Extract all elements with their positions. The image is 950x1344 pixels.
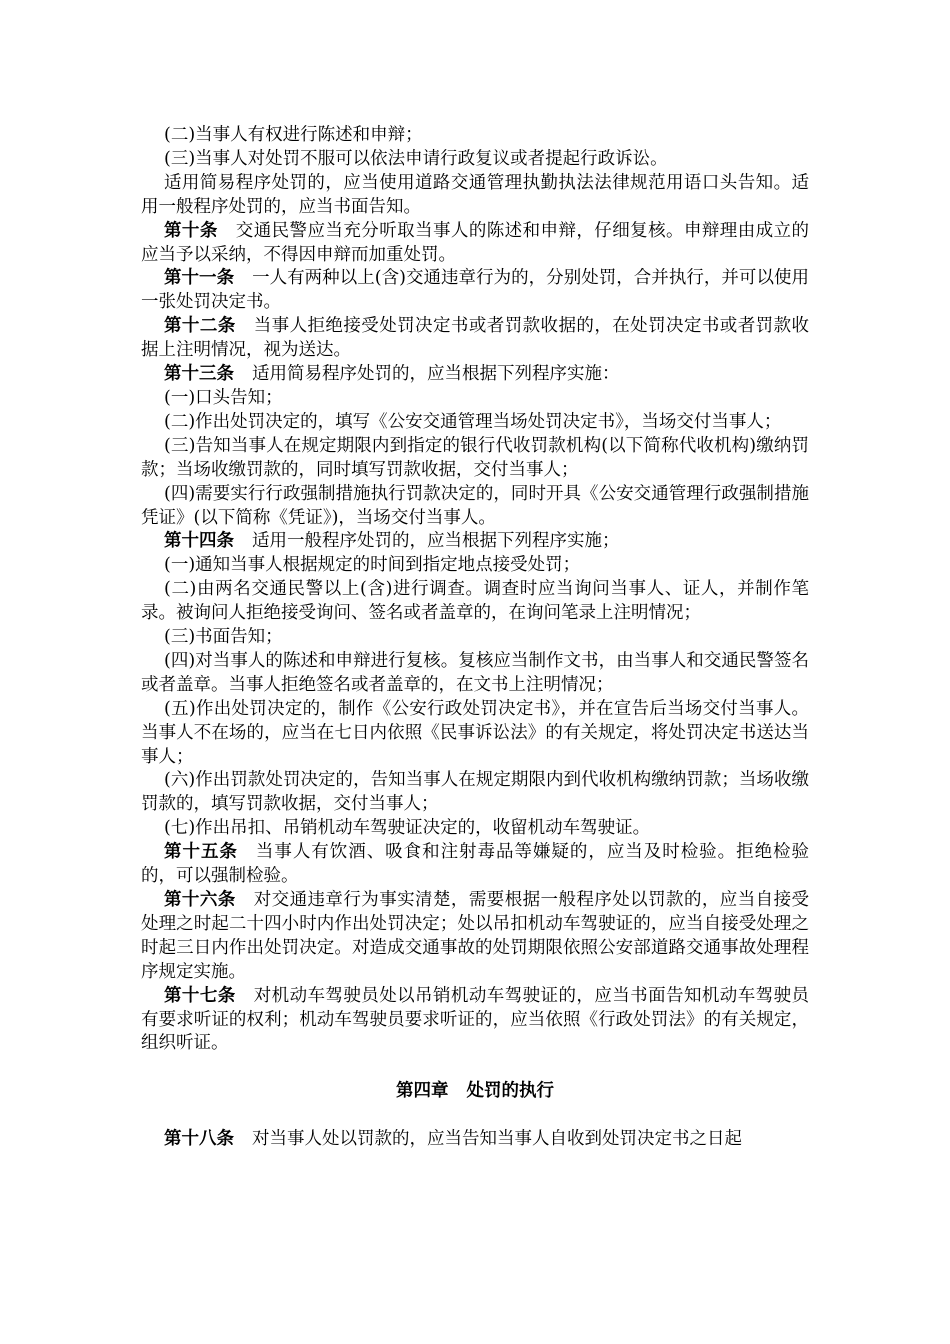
paragraph-text: 对交通违章行为事实清楚，需要根据一般程序处以罚款的，应当自接受处理之时起二十四小时内作出处罚决定；处以吊扣机动车驾驶证的，应当自接受处理之时起三日内作出处罚决定。对造成交通事故的处罚期限依照公安部道路交通事故处理程序规定实施。 <box>141 890 810 982</box>
paragraph-text: (一)口头告知； <box>164 387 283 408</box>
article-number: 第十五条 <box>164 842 238 863</box>
paragraphs-before-chapter <box>141 124 809 1056</box>
paragraph-text: 一人有两种以上(含)交通违章行为的，分别处罚，合并执行，并可以使用一张处罚决定书。 <box>141 268 809 313</box>
paragraph <box>141 889 809 985</box>
paragraphs-after-chapter <box>141 1128 809 1152</box>
article-number: 第十八条 <box>164 1129 234 1150</box>
paragraph <box>141 554 809 578</box>
paragraph <box>141 698 809 770</box>
paragraph <box>141 650 809 698</box>
paragraph-text: (二)作出处罚决定的，填写《公安交通管理当场处罚决定书》，当场交付当事人； <box>164 411 782 432</box>
paragraph-text: 对机动车驾驶员处以吊销机动车驾驶证的，应当书面告知机动车驾驶员有要求听证的权利；机动车驾驶员要求听证的，应当依照《行政处罚法》的有关规定，组织听证。 <box>141 985 810 1054</box>
paragraph-text: (四)需要实行行政强制措施执行罚款决定的，同时开具《公安交通管理行政强制措施凭证》(以下简称《凭证》)，当场交付当事人。 <box>141 483 809 528</box>
paragraph <box>141 267 809 315</box>
paragraph-text: 适用简易程序处罚的，应当根据下列程序实施： <box>252 364 620 385</box>
paragraph-text: 适用一般程序处罚的，应当根据下列程序实施； <box>252 531 620 552</box>
paragraph-text: (二)由两名交通民警以上(含)进行调查。调查时应当询问当事人、证人，并制作笔录。被询问人拒绝接受询问、签名或者盖章的，在询问笔录上注明情况； <box>141 579 809 624</box>
chapter-heading <box>141 1080 809 1104</box>
paragraph <box>141 435 809 483</box>
paragraph-text: (四)对当事人的陈述和申辩进行复核。复核应当制作文书，由当事人和交通民警签名或者盖章。当事人拒绝签名或者盖章的，在文书上注明情况； <box>141 650 809 695</box>
paragraph <box>141 817 809 841</box>
paragraph <box>141 363 809 387</box>
paragraph-text: 当事人有饮酒、吸食和注射毒品等嫌疑的，应当及时检验。拒绝检验的，可以强制检验。 <box>141 842 810 887</box>
paragraph-text: (三)书面告知； <box>164 627 283 648</box>
chapter-number: 第四章 <box>396 1081 449 1102</box>
paragraph <box>141 769 809 817</box>
article-number: 第十三条 <box>164 364 234 385</box>
article-number: 第十六条 <box>164 890 236 910</box>
paragraph-text: 对当事人处以罚款的，应当告知当事人自收到处罚决定书之日起 <box>252 1129 742 1150</box>
paragraph <box>141 315 809 363</box>
paragraph <box>141 530 809 554</box>
paragraph <box>141 411 809 435</box>
paragraph <box>141 483 809 531</box>
paragraph-text: (六)作出罚款处罚决定的，告知当事人在规定期限内到代收机构缴纳罚款；当场收缴罚款的，填写罚款收据，交付当事人； <box>141 770 809 815</box>
paragraph-text: 交通民警应当充分听取当事人的陈述和申辩，仔细复核。申辩理由成立的应当予以采纳，不得因申辩而加重处罚。 <box>141 220 809 265</box>
article-number: 第十一条 <box>164 268 235 289</box>
paragraph-text: (三)告知当事人在规定期限内到指定的银行代收罚款机构(以下简称代收机构)缴纳罚款；当场收缴罚款的，同时填写罚款收据，交付当事人； <box>141 435 809 480</box>
article-number: 第十二条 <box>164 316 236 337</box>
paragraph <box>141 387 809 411</box>
paragraph <box>141 985 809 1057</box>
paragraph <box>141 578 809 626</box>
paragraph <box>141 124 809 148</box>
paragraph <box>141 1128 809 1152</box>
paragraph-text: (二)当事人有权进行陈述和申辩； <box>164 125 423 145</box>
paragraph-text: (三)当事人对处罚不服可以依法申请行政复议或者提起行政诉讼。 <box>164 148 668 169</box>
document-body <box>141 124 809 1152</box>
paragraph <box>141 626 809 650</box>
paragraph-text: 当事人拒绝接受处罚决定书或者罚款收据的，在处罚决定书或者罚款收据上注明情况，视为送达。 <box>141 316 810 361</box>
article-number: 第十条 <box>164 220 218 241</box>
paragraph-text: (一)通知当事人根据规定的时间到指定地点接受处罚； <box>164 555 581 576</box>
paragraph-text: 适用简易程序处罚的，应当使用道路交通管理执勤执法法律规范用语口头告知。适用一般程序处罚的，应当书面告知。 <box>141 172 809 217</box>
paragraph-text: (七)作出吊扣、吊销机动车驾驶证决定的，收留机动车驾驶证。 <box>164 818 651 839</box>
paragraph <box>141 841 809 889</box>
article-number: 第十四条 <box>164 531 234 552</box>
paragraph <box>141 220 809 268</box>
paragraph <box>141 172 809 220</box>
article-number: 第十七条 <box>164 985 236 1006</box>
chapter-title: 处罚的执行 <box>466 1081 554 1102</box>
paragraph-text: (五)作出处罚决定的，制作《公安行政处罚决定书》，并在宣告后当场交付当事人。当事人不在场的，应当在七日内依照《民事诉讼法》的有关规定，将处罚决定书送达当事人； <box>141 698 809 767</box>
paragraph <box>141 148 809 172</box>
